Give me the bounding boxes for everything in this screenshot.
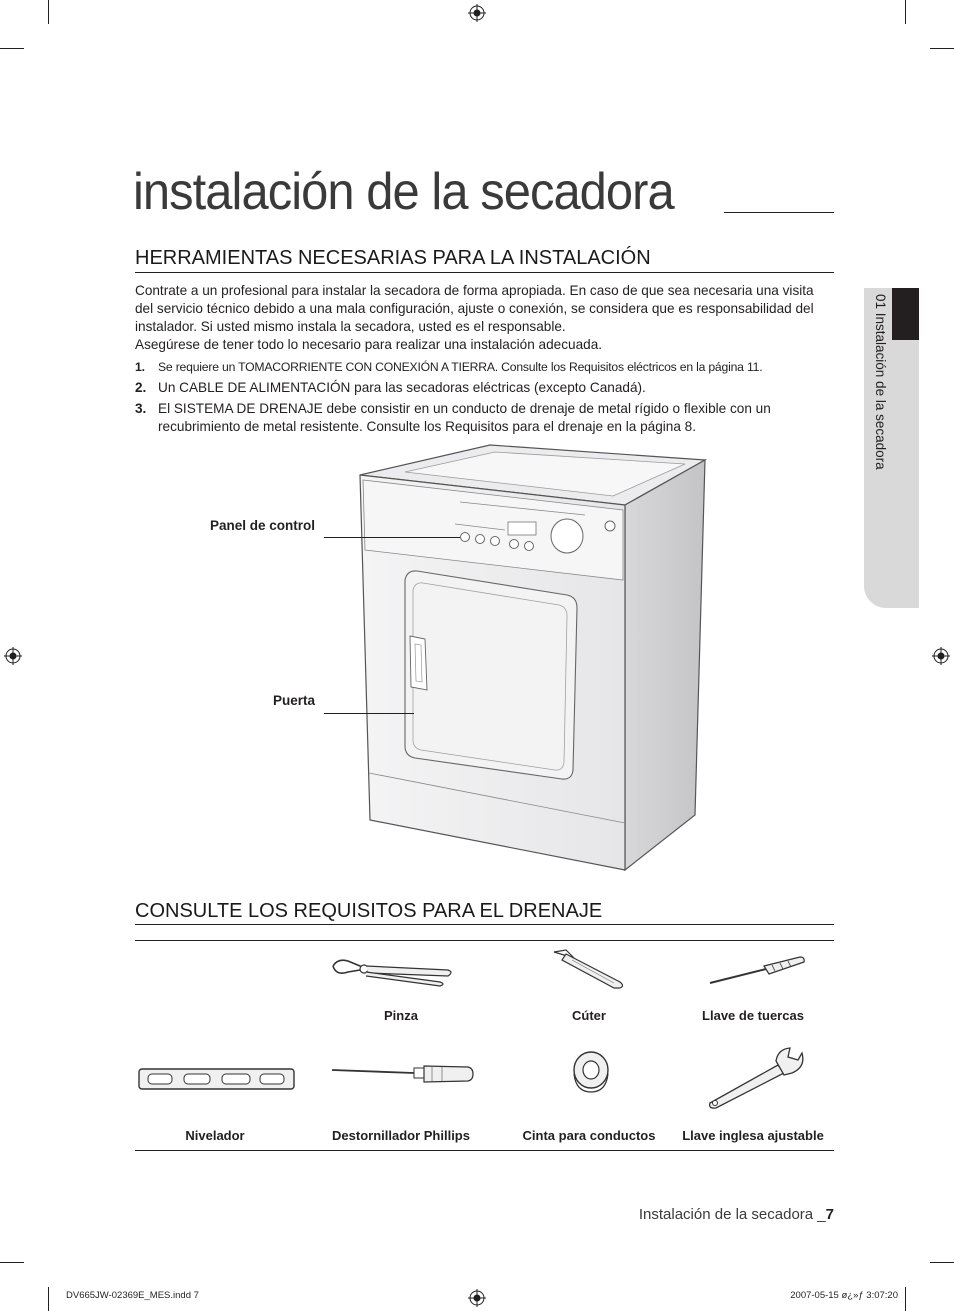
callout-line (324, 537, 460, 538)
crop-mark (0, 1262, 24, 1263)
list-text: El SISTEMA DE DRENAJE debe consistir en un conducto de drenaje de metal rígido o flexible con un recubrimiento de metal resistente. Consulte los Requisitos para el drenaje en la página 8. (158, 401, 771, 434)
duct-tape-icon (570, 1050, 612, 1096)
list-text: Se requiere un TOMACORRIENTE CON CONEXIÓN A TIERRA. Consulte los Requisitos eléctricos en la página 11. (158, 360, 763, 374)
registration-mark-icon (4, 647, 22, 665)
title-rule (724, 212, 834, 213)
crop-mark (0, 48, 24, 49)
list-text: Un CABLE DE ALIMENTACIÓN para las secadoras eléctricas (excepto Canadá). (158, 380, 646, 395)
callout-line (324, 713, 414, 714)
level-icon (138, 1067, 296, 1091)
registration-mark-icon (932, 647, 950, 665)
crop-mark (905, 1287, 906, 1311)
tool-label: Nivelador (185, 1128, 245, 1143)
crop-mark (930, 1262, 954, 1263)
section-heading-drain: CONSULTE LOS REQUISITOS PARA EL DRENAJE (135, 900, 603, 922)
table-bottom-rule (135, 1150, 834, 1151)
registration-mark-icon (468, 1289, 486, 1307)
intro-text (135, 282, 835, 354)
chapter-tab-label: 01 Instalación de la secadora (873, 294, 888, 470)
tool-label: Cúter (572, 1008, 606, 1023)
intro-paragraph: Contrate a un profesional para instalar la secadora de forma apropiada. En caso de que sea necesaria una visita del servicio técnico debido a una mala configuración, ajuste o conexión, se considera que es responsabilidad del instalador. Si usted mismo instala la secadora, usted es el responsable. (135, 283, 814, 334)
list-item (135, 379, 835, 397)
print-slug-date: 2007-05-15 ø¿»ƒ 3:07:20 (790, 1290, 898, 1301)
requirements-list (135, 358, 835, 439)
crop-mark (905, 0, 906, 24)
intro-paragraph-2: Asegúrese de tener todo lo necesario para realizar una instalación adecuada. (135, 337, 603, 352)
tool-label: Llave inglesa ajustable (682, 1128, 824, 1143)
crop-mark (48, 0, 49, 24)
registration-mark-icon (468, 4, 486, 22)
footer-text: Instalación de la secadora _ (638, 1206, 826, 1223)
table-top-rule (135, 940, 834, 941)
phillips-screwdriver-icon (330, 1062, 475, 1086)
section-rule (135, 924, 834, 925)
print-slug-filename: DV665JW-02369E_MES.indd 7 (66, 1290, 199, 1301)
tool-label: Pinza (384, 1008, 418, 1023)
list-number: 2. (135, 380, 147, 395)
nut-driver-icon (708, 954, 806, 986)
list-number: 1. (135, 360, 145, 374)
page-footer (639, 1206, 834, 1223)
section-rule (135, 272, 834, 273)
crop-mark (48, 1287, 49, 1311)
list-item (135, 400, 835, 436)
chapter-tab-marker (892, 288, 919, 340)
dryer-illustration (355, 440, 715, 875)
page-number: 7 (825, 1206, 834, 1223)
section-heading-tools: HERRAMIENTAS NECESARIAS PARA LA INSTALACIÓN (135, 247, 651, 269)
list-item (135, 358, 835, 376)
tool-label: Destornillador Phillips (332, 1128, 470, 1143)
crop-mark (930, 48, 954, 49)
callout-door: Puerta (272, 693, 315, 708)
tool-label: Cinta para conductos (522, 1128, 656, 1143)
page-title: instalación de la secadora (133, 163, 674, 221)
callout-control-panel: Panel de control (209, 518, 315, 533)
tool-label: Llave de tuercas (702, 1008, 804, 1023)
utility-knife-icon (552, 948, 627, 990)
list-number: 3. (135, 401, 147, 416)
adjustable-wrench-icon (704, 1045, 806, 1110)
pliers-icon (330, 952, 455, 987)
